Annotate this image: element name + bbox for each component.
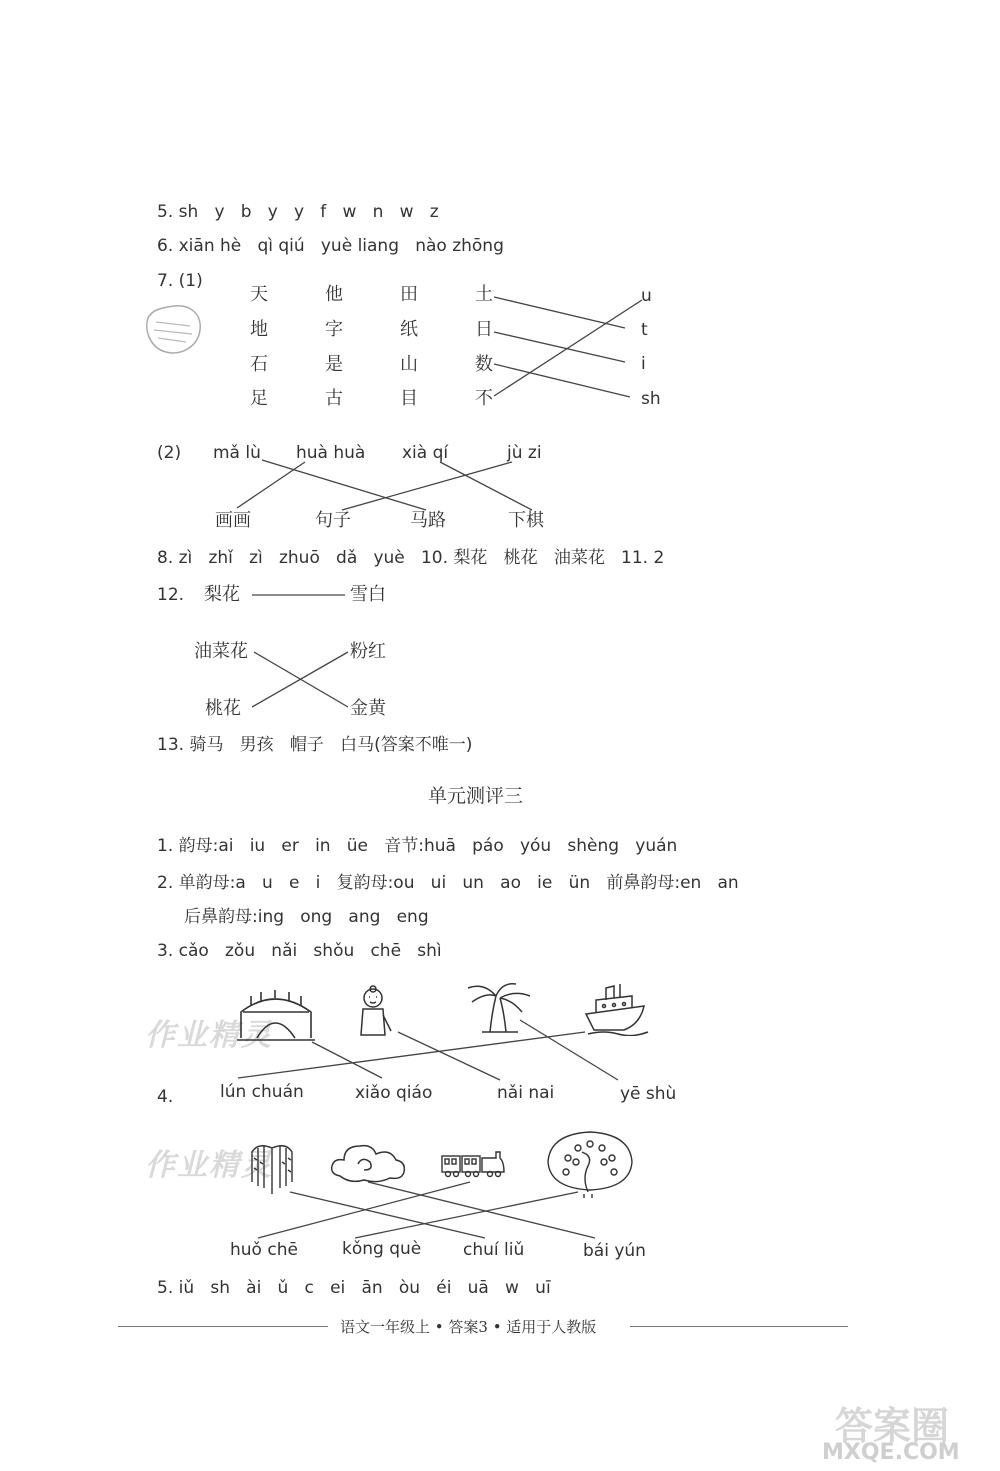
grid-cell: 山 [400, 354, 418, 375]
section-answer-5: 5. iǔ sh ài ǔ c ei ān òu éi uā w uī [157, 1278, 551, 1298]
section-answer-3: 3. cǎo zǒu nǎi shǒu chē shì [157, 941, 442, 961]
section-answer-1: 1. 韵母:ai iu er in üe 音节:huā páo yóu shèng yuán [157, 836, 678, 856]
faded-stamp: 作业精灵 [145, 1148, 273, 1183]
pinyin-label: bái yún [583, 1241, 646, 1261]
flower-label: 桃花 [205, 698, 241, 719]
grid-cell: 数 [475, 354, 493, 375]
page-footer: 语文一年级上 • 答案3 • 适用于人教版 [340, 1318, 597, 1336]
stamp-icon [140, 300, 206, 358]
cloud-icon [328, 1140, 408, 1186]
answer-8: 8. zì zhǐ zì zhuō dǎ yuè 10. 梨花 桃花 油菜花 11. 2 [157, 548, 665, 568]
color-label: 雪白 [350, 584, 386, 605]
pinyin-label: chuí liǔ [463, 1240, 525, 1260]
grid-cell: 纸 [400, 319, 418, 340]
word-label: 下棋 [508, 510, 544, 531]
palm-tree-icon [466, 978, 534, 1034]
pinyin-label: yē shù [620, 1084, 677, 1104]
grid-cell: 字 [325, 319, 343, 340]
small-stamp [140, 300, 206, 363]
willow-icon [248, 1138, 296, 1196]
answer-4-label: 4. [157, 1087, 174, 1107]
grid-cell: 古 [325, 388, 343, 409]
flower-label: 梨花 [204, 584, 240, 605]
train-icon [440, 1148, 506, 1178]
footer-rule-right [630, 1326, 848, 1327]
pinyin-label: kǒng què [342, 1239, 422, 1259]
pinyin-label: mǎ lù [213, 443, 261, 463]
grid-cell: 天 [250, 284, 268, 305]
grid-cell: 不 [475, 388, 493, 409]
grid-cell: 他 [325, 284, 343, 305]
color-label: 金黄 [350, 698, 386, 719]
word-label: 马路 [410, 510, 446, 531]
grid-cell: 地 [250, 319, 268, 340]
ship-icon [584, 980, 650, 1036]
answer-7-label: 7. (1) [157, 271, 203, 291]
color-label: 粉红 [350, 641, 386, 662]
section-title: 单元测评三 [428, 785, 524, 807]
letter-label: u [641, 286, 652, 306]
pinyin-label: jù zi [507, 443, 542, 463]
section-answer-2: 2. 单韵母:a u e i 复韵母:ou ui un ao ie ün 前鼻韵母:en an [157, 873, 739, 893]
letter-label: t [641, 320, 648, 340]
grid-cell: 目 [400, 388, 418, 409]
footer-rule-left [118, 1326, 328, 1327]
faded-stamp: 作业精灵 [145, 1018, 273, 1053]
pinyin-label: xià qí [402, 443, 449, 463]
answer-13: 13. 骑马 男孩 帽子 白马(答案不唯一) [157, 735, 473, 755]
word-label: 句子 [315, 510, 351, 531]
pinyin-label: huǒ chē [230, 1240, 298, 1260]
answer-6: 6. xiān hè qì qiú yuè liang nào zhōng [157, 236, 504, 256]
letter-label: i [641, 354, 646, 374]
grid-cell: 石 [250, 354, 268, 375]
watermark-logo: 答案圈 [835, 1404, 950, 1448]
answer-12-label: 12. [157, 585, 185, 605]
pinyin-label: huà huà [296, 443, 366, 463]
pinyin-label: lún chuán [220, 1082, 304, 1102]
word-label: 画画 [215, 510, 251, 531]
watermark-url: MXQE.COM [822, 1440, 960, 1465]
section-answer-2-cont: 后鼻韵母:ing ong ang eng [184, 907, 429, 927]
grid-cell: 足 [250, 388, 268, 409]
peacock-icon [544, 1128, 636, 1198]
flower-label: 油菜花 [194, 641, 248, 662]
grandma-icon [355, 985, 395, 1041]
grid-cell: 日 [475, 319, 493, 340]
pinyin-label: xiǎo qiáo [355, 1083, 433, 1103]
letter-label: sh [641, 389, 661, 409]
bridge-icon [237, 988, 315, 1044]
pinyin-label: nǎi nai [497, 1083, 555, 1103]
grid-cell: 田 [400, 284, 418, 305]
answer-5: 5. sh y b y y f w n w z [157, 202, 439, 222]
answer-7-part2-label: (2) [157, 443, 182, 463]
grid-cell: 是 [325, 354, 343, 375]
grid-cell: 土 [475, 284, 493, 305]
